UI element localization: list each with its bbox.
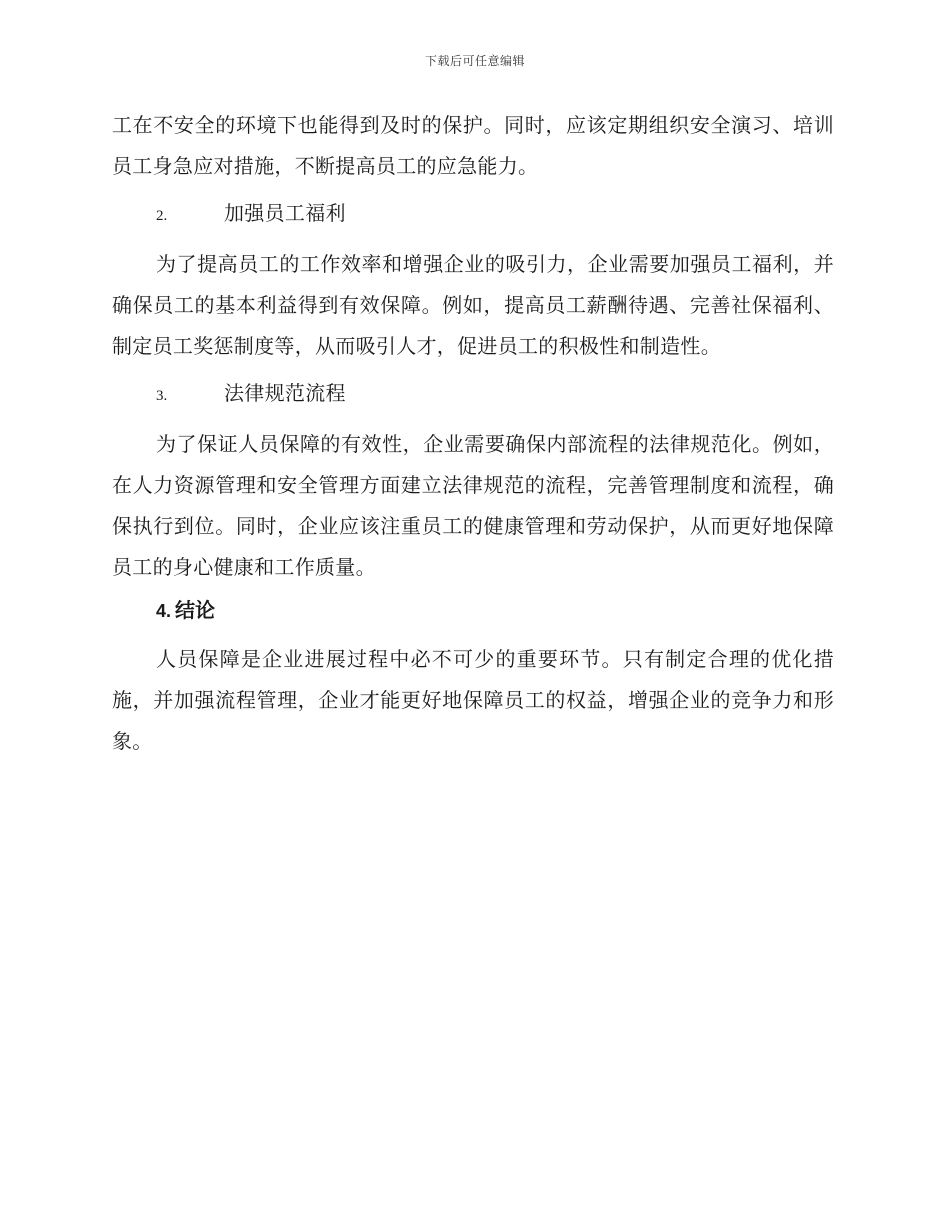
- conclusion-paragraph: 人员保障是企业进展过程中必不可少的重要环节。只有制定合理的优化措施，并加强流程管理，企业才能更好地保障员工的权益，增强企业的竞争力和形象。: [112, 647, 834, 753]
- page-header: 下载后可任意编辑: [424, 54, 525, 68]
- item-heading-3: [112, 373, 834, 414]
- item-heading-2: [112, 193, 834, 234]
- section-heading-conclusion: [112, 590, 834, 631]
- legal-process-paragraph: 为了保证人员保障的有效性，企业需要确保内部流程的法律规范化。例如，在人力资源管理和安全管理方面建立法律规范的流程，完善管理制度和流程，确保执行到位。同时，企业应该注重员工的健康管理和劳动保护，从而更好地保障员工的身心健康和工作质量。: [112, 432, 834, 579]
- document-body: [112, 105, 834, 762]
- welfare-paragraph: 为了提高员工的工作效率和增强企业的吸引力，企业需要加强员工福利，并确保员工的基本利益得到有效保障。例如，提高员工薪酬待遇、完善社保福利、制定员工奖惩制度等，从而吸引人才，促进员工的积极性和制造性。: [112, 252, 834, 358]
- intro-paragraph: 工在不安全的环境下也能得到及时的保护。同时，应该定期组织安全演习、培训员工身急应对措施，不断提高员工的应急能力。: [112, 113, 834, 178]
- section-title: 结论: [175, 598, 216, 622]
- item-title: 法律规范流程: [224, 381, 346, 405]
- item-number: 2.: [156, 208, 168, 224]
- section-number: 4.: [156, 601, 172, 621]
- item-number: 3.: [156, 388, 168, 404]
- item-title: 加强员工福利: [224, 201, 346, 225]
